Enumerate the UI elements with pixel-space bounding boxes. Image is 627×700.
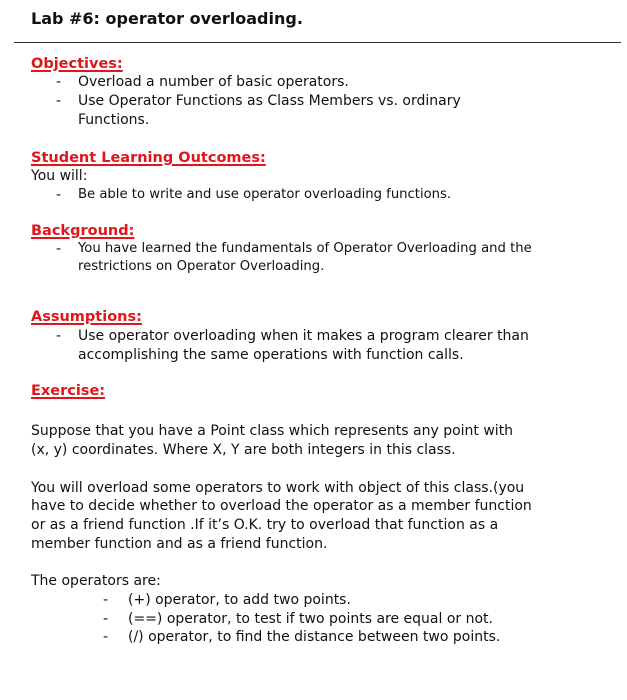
exercise-para1-line-2: (x, y) coordinates. Where X, Y are both integers in this class. [31, 442, 456, 458]
assumptions-line-1: Use operator overloading when it makes a program clearer than [78, 328, 529, 344]
assumptions-line-2: accomplishing the same operations with function calls. [78, 347, 464, 363]
objective-item-2-cont: Functions. [78, 112, 150, 128]
background-heading: Background: [31, 223, 135, 239]
exercise-heading: Exercise: [31, 383, 106, 399]
objectives-heading: Objectives: [31, 56, 123, 72]
bullet-marker: - [103, 629, 109, 645]
bullet-marker: - [56, 328, 62, 344]
exercise-para2-line-4: member function and as a friend function. [31, 536, 328, 552]
assumptions-heading: Assumptions: [31, 309, 142, 325]
operators-intro: The operators are: [31, 573, 161, 589]
bullet-marker: - [56, 74, 62, 90]
exercise-para2-line-1: You will overload some operators to work with object of this class.(you [31, 480, 525, 496]
slo-item-1: Be able to write and use operator overloading functions. [78, 187, 452, 202]
exercise-para2-line-2: have to decide whether to overload the operator as a member function [31, 498, 532, 514]
bullet-marker: - [56, 93, 62, 109]
slo-intro: You will: [31, 168, 88, 184]
bullet-marker: - [56, 187, 62, 203]
background-line-2: restrictions on Operator Overloading. [78, 259, 325, 274]
slo-heading: Student Learning Outcomes: [31, 150, 266, 166]
exercise-para1-line-1: Suppose that you have a Point class which represents any point with [31, 423, 514, 439]
bullet-marker: - [56, 241, 62, 257]
exercise-para2-line-3: or as a friend function .If it’s O.K. try to overload that function as a [31, 517, 499, 533]
operator-item-3: (/) operator, to find the distance between two points. [128, 629, 501, 645]
objective-item-2: Use Operator Functions as Class Members vs. ordinary [78, 93, 461, 109]
bullet-marker: - [103, 592, 109, 608]
bullet-marker: - [103, 611, 109, 627]
operator-item-2: (==) operator, to test if two points are equal or not. [128, 611, 493, 627]
objective-item-1: Overload a number of basic operators. [78, 74, 349, 90]
operator-item-1: (+) operator, to add two points. [128, 592, 351, 608]
title-divider [14, 42, 621, 43]
background-line-1: You have learned the fundamentals of Operator Overloading and the [78, 241, 532, 256]
page-title: Lab #6: operator overloading. [31, 9, 303, 28]
